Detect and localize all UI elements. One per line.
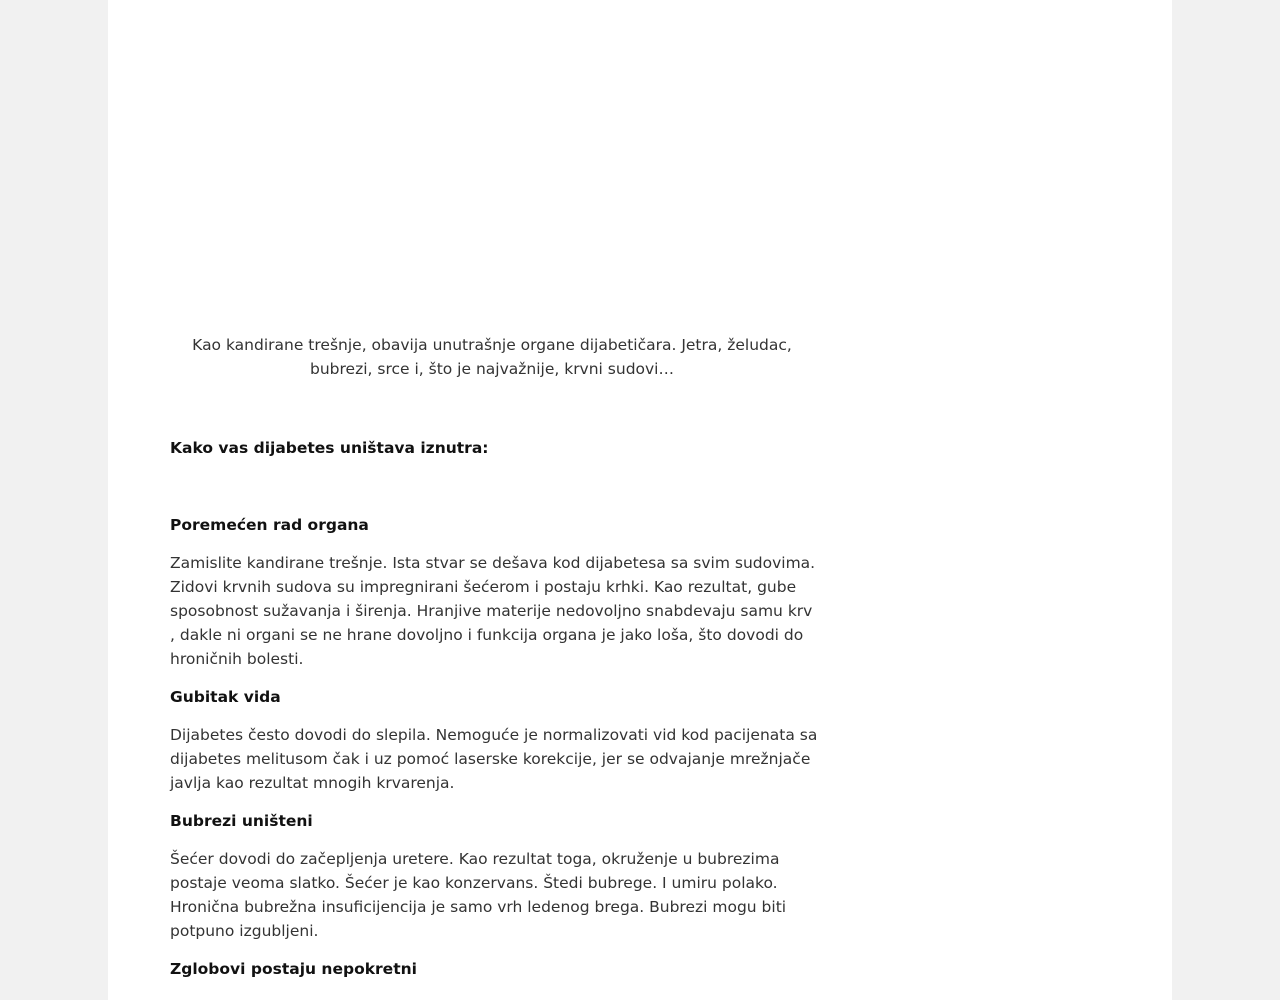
section-title-joints: Zglobovi postaju nepokretni (170, 960, 417, 978)
article-image-placeholder (170, 0, 810, 320)
section-text-organs: Zamislite kandirane trešnje. Ista stvar se dešava kod dijabetesa sa svim sudovima. Zidovi krvnih sudova su impregnirani šećerom i postaju krhki. Kao rezultat, gube sposobnost sužavanja i širenja. Hranjive materije nedovoljno snabdevaju samu krv , dakle ni organi se ne hrane dovoljno i funkcija organa je jako loša, što dovodi do hroničnih bolesti. (170, 554, 816, 668)
article-page (108, 0, 1172, 1000)
section-title-organs: Poremećen rad organa (170, 516, 369, 534)
section-text-vision: Dijabetes često dovodi do slepila. Nemoguće je normalizovati vid kod pacijenata sa dijabetes melitusom čak i uz pomoć laserske korekcije, jer se odvajanje mrežnjače javlja kao rezultat mnogih krvarenja. (170, 726, 818, 792)
section-text-kidneys: Šećer dovodi do začepljenja uretere. Kao rezultat toga, okruženje u bubrezima postaje veoma slatko. Šećer je kao konzervans. Štedi bubrege. I umiru polako. Hronična bubrežna insuficijencija je samo vrh ledenog brega. Bubrezi mogu biti potpuno izgubljeni. (170, 850, 787, 940)
article-content (170, 436, 820, 995)
intro-heading: Kako vas dijabetes uništava iznutra: (170, 439, 489, 457)
section-title-kidneys: Bubrezi uništeni (170, 812, 313, 830)
section-title-vision: Gubitak vida (170, 688, 281, 706)
image-caption: Kao kandirane trešnje, obavija unutrašnje organe dijabetičara. Jetra, želudac, bubrezi, srce i, što je najvažnije, krvni sudovi… (192, 336, 792, 378)
